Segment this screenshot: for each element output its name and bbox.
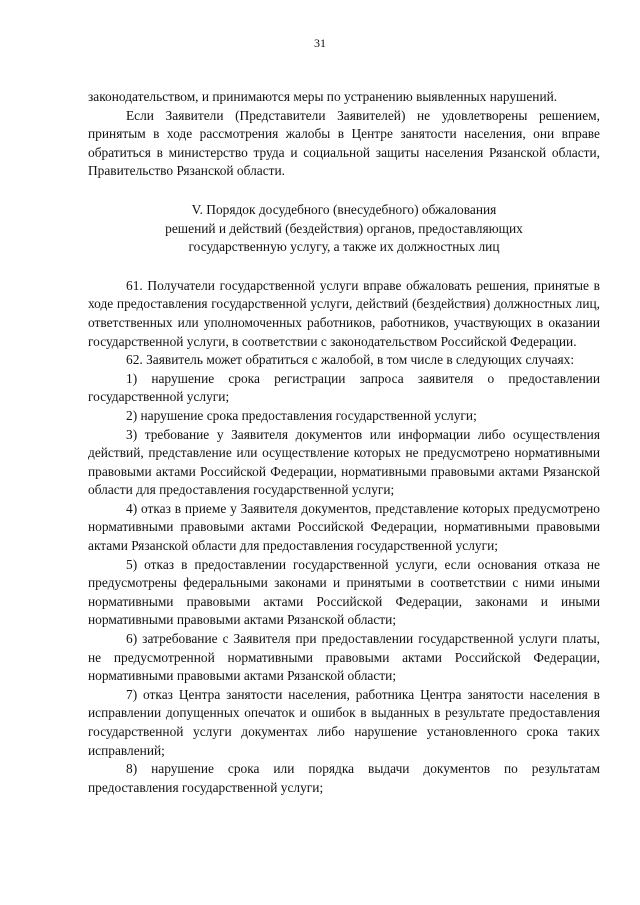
- list-item: 3) требование у Заявителя документов или информации либо осуществления действий, представление или осуществление которых не предусмотрено нормативными правовыми актами Российской Федерации, нормативными правовыми актами Рязанской области для предоставления государственной услуги;: [88, 426, 600, 498]
- list-item: 4) отказ в приеме у Заявителя документов, представление которых предусмотрено нормативными правовыми актами Российской Федерации, нормативными правовыми актами Рязанской области для предоставления государственной услуги;: [88, 500, 600, 554]
- section-heading: [88, 201, 600, 257]
- page-number: 31: [314, 36, 326, 50]
- list-item: 8) нарушение срока или порядка выдачи документов по результатам предоставления государственной услуги;: [88, 761, 600, 795]
- paragraph-62: 62. Заявитель может обратиться с жалобой, в том числе в следующих случаях:: [126, 352, 575, 368]
- paragraph-appeal-right: Если Заявители (Представители Заявителей) не удовлетворены решением, принятым в ходе рассмотрения жалобы в Центре занятости населения, они вправе обратиться в министерство труда и социальной защиты населения Рязанской области, Правительство Рязанской области.: [88, 107, 600, 179]
- paragraph-61: 61. Получатели государственной услуги вправе обжаловать решения, принятые в ходе предоставления государственной услуги, действий (бездействия) должностных лиц, ответственных или уполномоченных работников, работников, участвующих в оказании государственной услуги, в соответствии с законодательством Российской Федерации.: [88, 277, 600, 349]
- list-item: 6) затребование с Заявителя при предоставлении государственной услуги платы, не предусмотренной нормативными правовыми актами Российской Федерации, нормативными правовыми актами Рязанской области;: [88, 631, 600, 684]
- section-heading-line: V. Порядок досудебного (внесудебного) обжалования: [191, 201, 497, 217]
- paragraph-continuation: законодательством, и принимаются меры по устранению выявленных нарушений.: [88, 89, 558, 104]
- document-body: [88, 88, 600, 797]
- section-heading-line: государственную услугу, а также их должностных лиц: [188, 239, 500, 255]
- list-item: 5) отказ в предоставлении государственной услуги, если основания отказа не предусмотрены федеральными законами и принятыми в соответствии с ними иными нормативными правовыми актами Российской Федерации, законами и иными нормативными правовыми актами Рязанской области;: [88, 556, 600, 628]
- list-item: 7) отказ Центра занятости населения, работника Центра занятости населения в исправлении допущенных опечаток и ошибок в выданных в результате предоставления государственной услуги документах либо нарушение установленного срока таких исправлений;: [88, 686, 600, 758]
- section-heading-line: решений и действий (бездействия) органов, предоставляющих: [165, 220, 523, 236]
- list-item: 1) нарушение срока регистрации запроса заявителя о предоставлении государственной услуги;: [88, 370, 600, 405]
- list-item: 2) нарушение срока предоставления государственной услуги;: [126, 407, 477, 423]
